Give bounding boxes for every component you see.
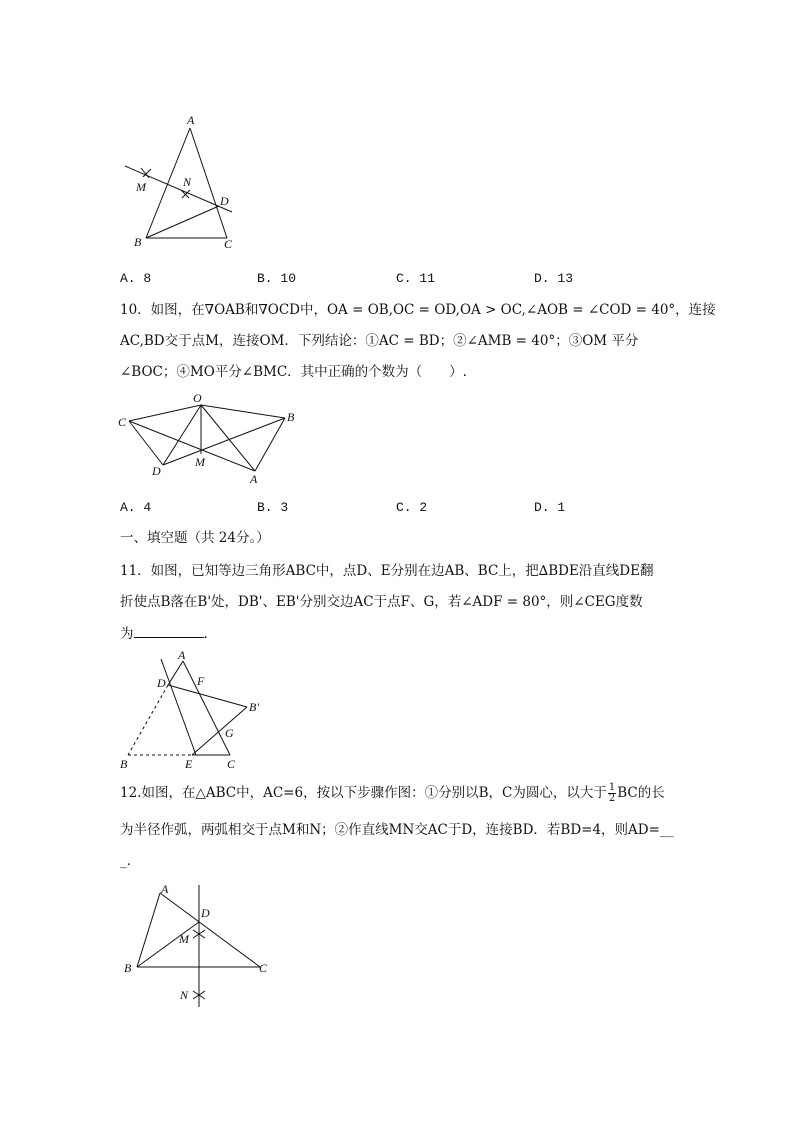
q9-label-A: A — [187, 113, 195, 127]
q12-fraction-denominator: 2 — [608, 793, 616, 804]
q9-label-N: N — [183, 175, 192, 189]
q11-label-B: B — [120, 757, 128, 771]
q10-label-C: C — [118, 415, 127, 429]
q12-figure — [115, 875, 285, 1010]
q11-answer-blank[interactable] — [134, 623, 204, 638]
q10-label-O: O — [193, 391, 202, 405]
q11-line-1: 11．如图，已知等边三角形ABC中，点D、E分别在边AB、BC上，把∆BDE沿直线DE翻 — [120, 563, 654, 579]
q11-line-2: 折使点B落在B'处，DB'、EB'分别交边AC于点F、G，若∠ADF = 80°，则∠CEG度数 — [120, 594, 643, 610]
q11-label-C: C — [227, 757, 236, 771]
q12-label-N: N — [180, 988, 189, 1002]
q12-label-B: B — [124, 961, 132, 975]
q10-label-D: D — [152, 464, 161, 478]
q9-option-b: B. 10 — [257, 271, 297, 286]
q10-option-c: C. 2 — [396, 500, 428, 515]
q10-label-A: A — [250, 472, 258, 486]
q9-label-C: C — [224, 237, 233, 251]
section-heading: 一、填空题（共 24分。） — [120, 530, 270, 546]
q11-label-B-prime: B' — [249, 700, 259, 714]
q11-line-3 — [120, 623, 208, 644]
q12-label-M: M — [179, 932, 189, 946]
q11-label-E: E — [185, 757, 193, 771]
q12-label-D: D — [201, 906, 210, 920]
q11-figure — [115, 645, 275, 775]
q10-line-3: ∠BOC；④MO平分∠BMC．其中正确的个数为（ ）. — [120, 364, 467, 380]
q10-option-d: D. 1 — [534, 500, 566, 515]
q10-label-M: M — [195, 455, 205, 469]
q10-label-B: B — [287, 410, 295, 424]
q9-label-D: D — [220, 194, 229, 208]
q12-label-C: C — [259, 961, 268, 975]
q10-figure — [115, 388, 305, 488]
q10-line-1: 10．如图，在∇OAB和∇OCD中，OA = OB,OC = OD,OA > OC,∠AOB = ∠COD = 40°，连接 — [120, 302, 716, 318]
q10-option-a: A. 4 — [120, 500, 152, 515]
q11-line-3-end: . — [203, 626, 208, 642]
q12-line-1-a: 12.如图，在△ABC中，AC=6，按以下步骤作图：①分别以B，C为圆心，以大于 — [120, 785, 607, 801]
q9-option-a: A. 8 — [120, 271, 152, 286]
q9-label-B: B — [134, 235, 142, 249]
q12-fraction-numerator: 1 — [608, 782, 616, 793]
q10-option-b: B. 3 — [257, 500, 289, 515]
q12-line-2: 为半径作弧，两弧相交于点M和N；②作直线MN交AC于D，连接BD．若BD=4，则AD=__ — [120, 822, 674, 838]
q9-label-M: M — [136, 180, 146, 194]
q11-line-3-text: 为 — [120, 626, 134, 642]
q11-label-D: D — [157, 676, 166, 690]
q12-line-1 — [120, 783, 665, 804]
q11-label-F: F — [197, 674, 205, 688]
q11-label-G: G — [225, 726, 234, 740]
q9-option-c: C. 11 — [396, 271, 436, 286]
q9-option-d: D. 13 — [534, 271, 574, 286]
q12-line-1-b: BC的长 — [617, 785, 665, 801]
q11-label-A: A — [178, 648, 186, 662]
q12-fraction — [608, 783, 616, 804]
q12-label-A: A — [161, 882, 169, 896]
q12-line-3: _． — [120, 853, 141, 869]
q10-line-2: AC,BD交于点M，连接OM．下列结论：①AC = BD；②∠AMB = 40°；③OM 平分 — [120, 333, 639, 349]
q9-figure — [115, 110, 245, 260]
